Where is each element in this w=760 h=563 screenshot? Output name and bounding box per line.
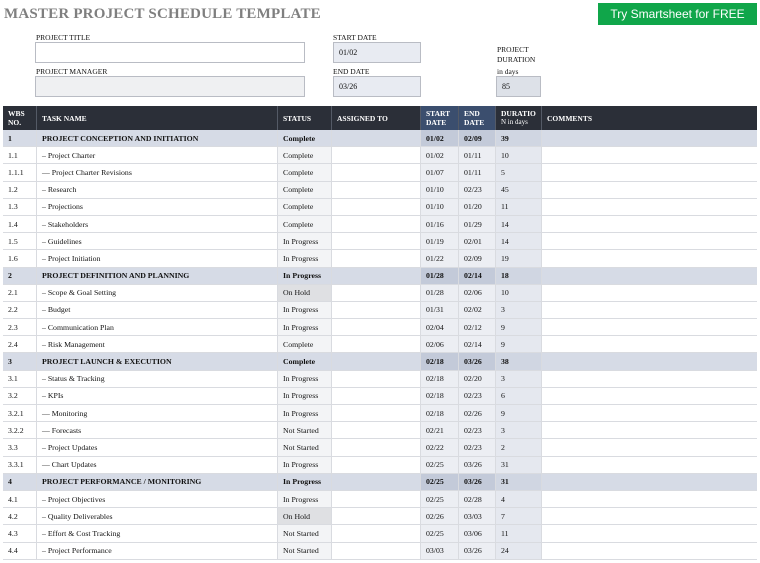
cell-comments[interactable] — [542, 233, 757, 249]
cell-comments[interactable] — [542, 353, 757, 369]
cell-duration[interactable]: 7 — [496, 508, 542, 524]
cell-comments[interactable] — [542, 336, 757, 352]
cell-wbs[interactable]: 1.1.1 — [3, 164, 37, 180]
cell-task[interactable]: – Budget — [37, 302, 278, 318]
end-date-label: END DATE — [333, 67, 370, 76]
cell-assigned[interactable] — [332, 371, 421, 387]
cell-wbs[interactable]: 1.2 — [3, 182, 37, 198]
cell-status[interactable]: In Progress — [278, 268, 332, 284]
cell-status[interactable]: Complete — [278, 164, 332, 180]
cell-wbs[interactable]: 4.4 — [3, 543, 37, 559]
cell-end-date[interactable]: 02/20 — [459, 371, 496, 387]
cell-status[interactable]: In Progress — [278, 474, 332, 490]
col-duration-line-1: DURATIO — [501, 109, 536, 118]
table-row — [3, 250, 757, 267]
cell-assigned[interactable] — [332, 405, 421, 421]
cell-start-date[interactable]: 02/25 — [421, 525, 459, 541]
cell-comments[interactable] — [542, 405, 757, 421]
cell-assigned[interactable] — [332, 388, 421, 404]
cell-status[interactable]: In Progress — [278, 371, 332, 387]
cell-assigned[interactable] — [332, 508, 421, 524]
cell-comments[interactable] — [542, 268, 757, 284]
cell-assigned[interactable] — [332, 147, 421, 163]
cell-wbs[interactable]: 2.2 — [3, 302, 37, 318]
table-row — [3, 302, 757, 319]
cell-duration[interactable]: 31 — [496, 474, 542, 490]
schedule-table — [3, 106, 757, 560]
cell-comments[interactable] — [542, 491, 757, 507]
project-duration-label — [497, 45, 535, 77]
cell-comments[interactable] — [542, 216, 757, 232]
cell-comments[interactable] — [542, 130, 757, 146]
cell-duration[interactable]: 10 — [496, 285, 542, 301]
cell-end-date[interactable]: 03/26 — [459, 457, 496, 473]
col-task: TASK NAME — [37, 106, 278, 130]
cell-wbs[interactable]: 3.1 — [3, 371, 37, 387]
phase-row — [3, 474, 757, 491]
cell-start-date[interactable]: 02/18 — [421, 371, 459, 387]
cell-start-date[interactable]: 02/18 — [421, 353, 459, 369]
cell-wbs[interactable]: 1.6 — [3, 250, 37, 266]
cell-task[interactable]: – Guidelines — [37, 233, 278, 249]
cell-end-date[interactable]: 02/23 — [459, 422, 496, 438]
phase-row — [3, 353, 757, 370]
cell-comments[interactable] — [542, 508, 757, 524]
cell-status[interactable]: In Progress — [278, 319, 332, 335]
cell-duration[interactable]: 3 — [496, 371, 542, 387]
cell-start-date[interactable]: 01/07 — [421, 164, 459, 180]
cell-end-date[interactable]: 03/26 — [459, 543, 496, 559]
table-body — [3, 130, 757, 560]
cell-end-date[interactable]: 02/23 — [459, 182, 496, 198]
cell-duration[interactable]: 3 — [496, 302, 542, 318]
table-row — [3, 233, 757, 250]
cell-start-date[interactable]: 02/25 — [421, 491, 459, 507]
col-wbs — [3, 106, 37, 130]
cell-assigned[interactable] — [332, 439, 421, 455]
cell-task[interactable]: — Project Charter Revisions — [37, 164, 278, 180]
cell-start-date[interactable]: 02/06 — [421, 336, 459, 352]
cell-duration[interactable]: 4 — [496, 491, 542, 507]
cell-assigned[interactable] — [332, 302, 421, 318]
cell-task[interactable]: PROJECT LAUNCH & EXECUTION — [37, 353, 278, 369]
cell-status[interactable]: In Progress — [278, 388, 332, 404]
table-row — [3, 336, 757, 353]
cell-task[interactable]: – Project Updates — [37, 439, 278, 455]
cell-task[interactable]: PROJECT DEFINITION AND PLANNING — [37, 268, 278, 284]
duration-label-line-2: DURATION — [497, 55, 536, 64]
cell-start-date[interactable]: 02/22 — [421, 439, 459, 455]
try-smartsheet-button[interactable]: Try Smartsheet for FREE — [598, 3, 757, 25]
cell-duration[interactable]: 11 — [496, 525, 542, 541]
cell-status[interactable]: On Hold — [278, 285, 332, 301]
cell-duration[interactable]: 18 — [496, 268, 542, 284]
cell-start-date[interactable]: 02/25 — [421, 474, 459, 490]
cell-comments[interactable] — [542, 543, 757, 559]
cell-duration[interactable]: 31 — [496, 457, 542, 473]
cell-end-date[interactable]: 02/09 — [459, 250, 496, 266]
start-date-input[interactable]: 01/02 — [333, 42, 421, 63]
cell-duration[interactable]: 39 — [496, 130, 542, 146]
cell-end-date[interactable]: 01/11 — [459, 147, 496, 163]
cell-comments[interactable] — [542, 457, 757, 473]
col-end-date — [459, 106, 496, 130]
duration-label-line-1: PROJECT — [497, 45, 529, 54]
cell-task[interactable]: – Scope & Goal Setting — [37, 285, 278, 301]
cell-status[interactable]: Not Started — [278, 543, 332, 559]
cell-comments[interactable] — [542, 250, 757, 266]
cell-task[interactable]: – Projections — [37, 199, 278, 215]
cell-status[interactable]: Complete — [278, 130, 332, 146]
cell-assigned[interactable] — [332, 336, 421, 352]
phase-row — [3, 268, 757, 285]
cell-assigned[interactable] — [332, 233, 421, 249]
cell-duration[interactable]: 2 — [496, 439, 542, 455]
table-row — [3, 491, 757, 508]
col-start-date — [421, 106, 459, 130]
cell-status[interactable]: Complete — [278, 216, 332, 232]
cell-task[interactable]: – Project Performance — [37, 543, 278, 559]
table-row — [3, 388, 757, 405]
cell-status[interactable]: In Progress — [278, 491, 332, 507]
cell-comments[interactable] — [542, 319, 757, 335]
cell-duration[interactable]: 9 — [496, 319, 542, 335]
cell-duration[interactable]: 5 — [496, 164, 542, 180]
cell-wbs[interactable]: 3 — [3, 353, 37, 369]
cell-task[interactable]: — Chart Updates — [37, 457, 278, 473]
cell-wbs[interactable]: 2.4 — [3, 336, 37, 352]
col-end-line-1: END — [464, 109, 480, 118]
cell-task[interactable]: – Communication Plan — [37, 319, 278, 335]
project-title-input[interactable] — [35, 42, 305, 63]
table-row — [3, 371, 757, 388]
cell-start-date[interactable]: 02/18 — [421, 388, 459, 404]
table-row — [3, 457, 757, 474]
cell-duration[interactable]: 10 — [496, 147, 542, 163]
cell-end-date[interactable]: 02/09 — [459, 130, 496, 146]
cell-assigned[interactable] — [332, 199, 421, 215]
cell-comments[interactable] — [542, 302, 757, 318]
cell-start-date[interactable]: 01/02 — [421, 147, 459, 163]
cell-start-date[interactable]: 02/18 — [421, 405, 459, 421]
cell-status[interactable]: On Hold — [278, 508, 332, 524]
cell-duration[interactable]: 19 — [496, 250, 542, 266]
cell-start-date[interactable]: 02/26 — [421, 508, 459, 524]
cell-duration[interactable]: 9 — [496, 405, 542, 421]
cell-duration[interactable]: 14 — [496, 233, 542, 249]
cell-task[interactable]: – Quality Deliverables — [37, 508, 278, 524]
cell-task[interactable]: – Risk Management — [37, 336, 278, 352]
cell-end-date[interactable]: 02/26 — [459, 405, 496, 421]
cell-wbs[interactable]: 4 — [3, 474, 37, 490]
cell-end-date[interactable]: 02/02 — [459, 302, 496, 318]
cell-start-date[interactable]: 01/10 — [421, 182, 459, 198]
cell-assigned[interactable] — [332, 353, 421, 369]
cell-start-date[interactable]: 01/28 — [421, 285, 459, 301]
cell-wbs[interactable]: 4.1 — [3, 491, 37, 507]
cell-start-date[interactable]: 01/10 — [421, 199, 459, 215]
cell-wbs[interactable]: 1.3 — [3, 199, 37, 215]
cell-assigned[interactable] — [332, 543, 421, 559]
cell-assigned[interactable] — [332, 182, 421, 198]
cell-assigned[interactable] — [332, 216, 421, 232]
col-duration-line-2: N in days — [501, 118, 528, 126]
table-header — [3, 106, 757, 130]
cell-end-date[interactable]: 01/20 — [459, 199, 496, 215]
cell-comments[interactable] — [542, 285, 757, 301]
cell-wbs[interactable]: 3.2 — [3, 388, 37, 404]
project-manager-label: PROJECT MANAGER — [36, 67, 108, 76]
cell-assigned[interactable] — [332, 491, 421, 507]
cell-start-date[interactable]: 01/19 — [421, 233, 459, 249]
cell-task[interactable]: – Project Initiation — [37, 250, 278, 266]
end-date-input[interactable]: 03/26 — [333, 76, 421, 97]
cell-end-date[interactable]: 02/14 — [459, 336, 496, 352]
cell-task[interactable]: – KPIs — [37, 388, 278, 404]
cell-duration[interactable]: 3 — [496, 422, 542, 438]
cell-assigned[interactable] — [332, 474, 421, 490]
cell-wbs[interactable]: 2 — [3, 268, 37, 284]
table-row — [3, 319, 757, 336]
cell-wbs[interactable]: 1 — [3, 130, 37, 146]
cell-start-date[interactable]: 02/04 — [421, 319, 459, 335]
cell-start-date[interactable]: 01/02 — [421, 130, 459, 146]
cell-assigned[interactable] — [332, 130, 421, 146]
cell-comments[interactable] — [542, 182, 757, 198]
table-row — [3, 147, 757, 164]
cell-comments[interactable] — [542, 525, 757, 541]
cell-wbs[interactable]: 3.3 — [3, 439, 37, 455]
col-start-line-2: DATE — [426, 118, 447, 127]
cell-duration[interactable]: 45 — [496, 182, 542, 198]
cell-task[interactable]: – Research — [37, 182, 278, 198]
col-wbs-line-2: NO. — [8, 118, 22, 127]
cell-wbs[interactable]: 2.3 — [3, 319, 37, 335]
project-duration-value: 85 — [496, 76, 541, 97]
cell-end-date[interactable]: 03/26 — [459, 353, 496, 369]
table-row — [3, 182, 757, 199]
cell-start-date[interactable]: 01/28 — [421, 268, 459, 284]
cell-end-date[interactable]: 03/03 — [459, 508, 496, 524]
cell-comments[interactable] — [542, 439, 757, 455]
cell-status[interactable]: Complete — [278, 182, 332, 198]
cell-assigned[interactable] — [332, 250, 421, 266]
cell-comments[interactable] — [542, 422, 757, 438]
table-row — [3, 543, 757, 560]
cell-status[interactable]: In Progress — [278, 457, 332, 473]
cell-task[interactable]: — Forecasts — [37, 422, 278, 438]
cell-duration[interactable]: 14 — [496, 216, 542, 232]
col-comments: COMMENTS — [547, 113, 592, 123]
cell-status[interactable]: Complete — [278, 147, 332, 163]
cell-task[interactable]: PROJECT PERFORMANCE / MONITORING — [37, 474, 278, 490]
cell-start-date[interactable]: 03/03 — [421, 543, 459, 559]
col-end-line-2: DATE — [464, 118, 485, 127]
cell-end-date[interactable]: 01/29 — [459, 216, 496, 232]
cell-status[interactable]: Complete — [278, 199, 332, 215]
cell-status[interactable]: In Progress — [278, 302, 332, 318]
cell-end-date[interactable]: 02/06 — [459, 285, 496, 301]
cell-status[interactable]: Not Started — [278, 525, 332, 541]
cell-task[interactable]: – Project Objectives — [37, 491, 278, 507]
cell-wbs[interactable]: 1.5 — [3, 233, 37, 249]
cell-wbs[interactable]: 1.4 — [3, 216, 37, 232]
cell-task[interactable]: – Effort & Cost Tracking — [37, 525, 278, 541]
cell-status[interactable]: Not Started — [278, 422, 332, 438]
project-title-label: PROJECT TITLE — [36, 33, 91, 42]
duration-label-line-3: in days — [497, 67, 519, 76]
start-date-label: START DATE — [333, 33, 377, 42]
cell-wbs[interactable]: 4.3 — [3, 525, 37, 541]
col-duration — [496, 106, 542, 130]
cell-end-date[interactable]: 03/26 — [459, 474, 496, 490]
cell-duration[interactable]: 24 — [496, 543, 542, 559]
col-wbs-line-1: WBS — [8, 109, 25, 118]
cell-comments[interactable] — [542, 388, 757, 404]
cell-start-date[interactable]: 01/22 — [421, 250, 459, 266]
table-row — [3, 285, 757, 302]
cell-duration[interactable]: 38 — [496, 353, 542, 369]
cell-task[interactable]: – Project Charter — [37, 147, 278, 163]
cell-end-date[interactable]: 03/06 — [459, 525, 496, 541]
cell-status[interactable]: In Progress — [278, 233, 332, 249]
cell-duration[interactable]: 11 — [496, 199, 542, 215]
cell-status[interactable]: Not Started — [278, 439, 332, 455]
cell-comments[interactable] — [542, 371, 757, 387]
cell-task[interactable]: – Status & Tracking — [37, 371, 278, 387]
cell-end-date[interactable]: 02/01 — [459, 233, 496, 249]
cell-end-date[interactable]: 02/12 — [459, 319, 496, 335]
cell-task[interactable]: – Stakeholders — [37, 216, 278, 232]
cell-assigned[interactable] — [332, 285, 421, 301]
cell-duration[interactable]: 9 — [496, 336, 542, 352]
project-manager-input[interactable] — [35, 76, 305, 97]
cell-start-date[interactable]: 01/31 — [421, 302, 459, 318]
table-row — [3, 525, 757, 542]
cell-comments[interactable] — [542, 199, 757, 215]
cell-start-date[interactable]: 01/16 — [421, 216, 459, 232]
cell-assigned[interactable] — [332, 268, 421, 284]
cell-wbs[interactable]: 2.1 — [3, 285, 37, 301]
cell-status[interactable]: In Progress — [278, 250, 332, 266]
cell-wbs[interactable]: 3.3.1 — [3, 457, 37, 473]
cell-assigned[interactable] — [332, 525, 421, 541]
cell-end-date[interactable]: 01/11 — [459, 164, 496, 180]
cell-end-date[interactable]: 02/23 — [459, 388, 496, 404]
cell-comments[interactable] — [542, 474, 757, 490]
cell-duration[interactable]: 6 — [496, 388, 542, 404]
page-title: MASTER PROJECT SCHEDULE TEMPLATE — [4, 6, 321, 22]
cell-assigned[interactable] — [332, 164, 421, 180]
cell-end-date[interactable]: 02/23 — [459, 439, 496, 455]
col-status: STATUS — [278, 106, 332, 130]
table-row — [3, 422, 757, 439]
table-row — [3, 405, 757, 422]
cell-wbs[interactable]: 4.2 — [3, 508, 37, 524]
table-row — [3, 439, 757, 456]
cell-wbs[interactable]: 3.2.2 — [3, 422, 37, 438]
cell-assigned[interactable] — [332, 319, 421, 335]
cell-comments[interactable] — [542, 147, 757, 163]
cell-wbs[interactable]: 3.2.1 — [3, 405, 37, 421]
cell-status[interactable]: In Progress — [278, 405, 332, 421]
cell-wbs[interactable]: 1.1 — [3, 147, 37, 163]
cell-start-date[interactable]: 02/21 — [421, 422, 459, 438]
cell-comments[interactable] — [542, 164, 757, 180]
cell-status[interactable]: Complete — [278, 336, 332, 352]
cell-end-date[interactable]: 02/14 — [459, 268, 496, 284]
table-row — [3, 216, 757, 233]
cell-end-date[interactable]: 02/28 — [459, 491, 496, 507]
table-row — [3, 164, 757, 181]
col-assigned: ASSIGNED TO — [332, 106, 421, 130]
cell-task[interactable]: PROJECT CONCEPTION AND INITIATION — [37, 130, 278, 146]
table-row — [3, 508, 757, 525]
cell-assigned[interactable] — [332, 457, 421, 473]
phase-row — [3, 130, 757, 147]
cell-assigned[interactable] — [332, 422, 421, 438]
col-start-line-1: START — [426, 109, 451, 118]
table-row — [3, 199, 757, 216]
cell-start-date[interactable]: 02/25 — [421, 457, 459, 473]
cell-task[interactable]: — Monitoring — [37, 405, 278, 421]
cell-status[interactable]: Complete — [278, 353, 332, 369]
